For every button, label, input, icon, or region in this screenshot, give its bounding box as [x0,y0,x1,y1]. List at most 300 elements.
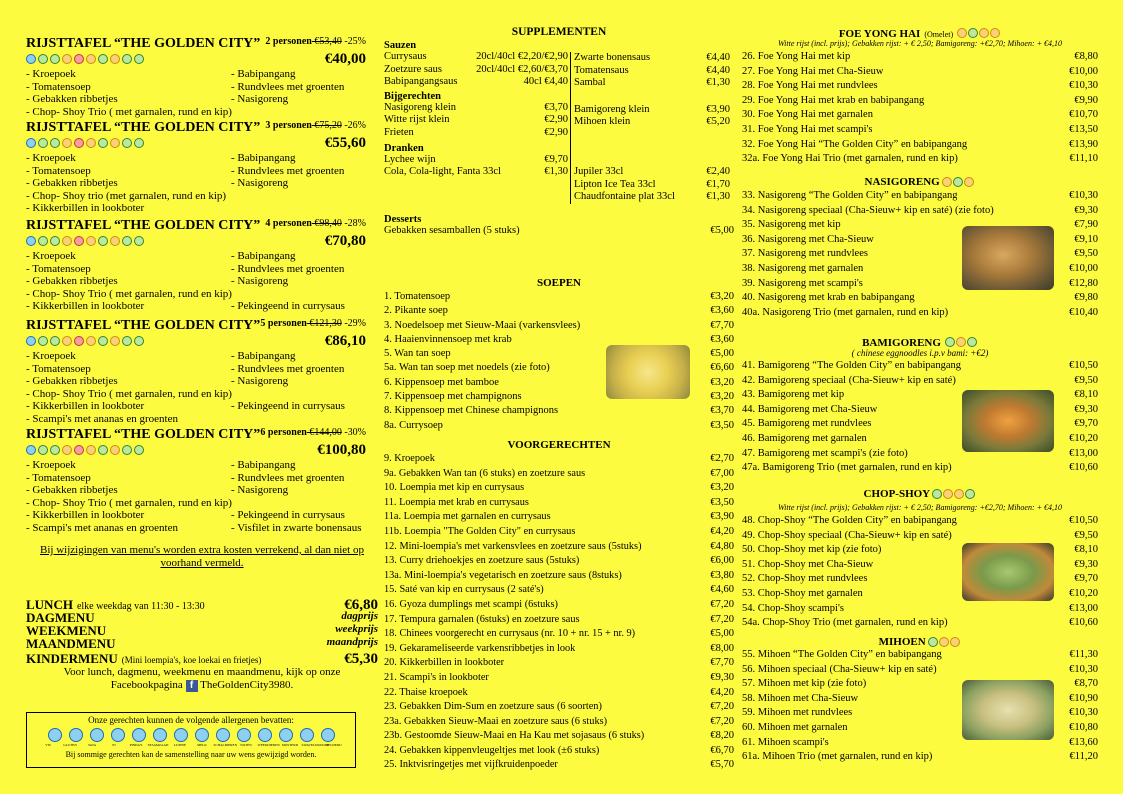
dish-row [26,250,366,263]
dish-row [26,263,366,276]
item-price: €10,30 [1069,80,1098,92]
item-name: 58. Mihoen met Cha-Sieuw [742,692,859,704]
menu-item [384,404,734,418]
dish-row [26,190,366,203]
allergen-icon [74,445,84,455]
item-price: €2,40 [706,165,730,177]
menu-item [384,758,734,773]
allergen-icon [48,728,62,742]
allergen-icon [90,728,104,742]
menu-item [742,291,1098,306]
allergen-icon [74,336,84,346]
item-price: €10,60 [1069,617,1098,629]
item-price: €4,20 [710,525,734,537]
allergen-icon [26,138,36,148]
item-name: 9a. Gebakken Wan tan (6 stuks) en zoetzure saus [384,467,586,479]
dish-row [26,497,366,510]
item-price: €10,50 [1069,515,1098,526]
item-price: €1,30 [544,166,568,178]
dish-right: - Rundvlees met groenten [231,164,345,177]
allergen-icon [26,236,36,246]
supplement-row [384,127,568,140]
dish-row [26,413,366,426]
allergen-icon [86,336,96,346]
item-price: €1,30 [706,77,730,89]
allergen-icon [74,236,84,246]
item-name: 3. Noedelsoep met Sieuw-Maai (varkensvlees) [384,319,581,331]
maandmenu-label: MAANDMENU [26,636,116,651]
dish-row [26,152,366,165]
menu-item [384,656,734,671]
allergen-icon [62,236,72,246]
item-price: €3,20 [710,376,734,388]
item-name: 45. Bamigoreng met rundvlees [742,418,872,430]
dish-left: - Gebakken ribbetjes [26,177,118,189]
item-price: €8,70 [1074,678,1098,690]
facebook-page-name[interactable]: TheGoldenCity3980. [200,679,294,691]
dish-left: - Gebakken ribbetjes [26,275,118,287]
allergen-label: EI [112,743,116,747]
item-price: €3,20 [710,482,734,494]
item-price: €7,70 [710,657,734,669]
supplement-row [574,104,730,117]
item-price: €3,80 [710,569,734,581]
dish-left: - Kroepoek [26,459,76,471]
dish-row [26,93,366,106]
allergen-icon [98,445,108,455]
facebook-note: Voor lunch, dagmenu, weekmenu en maandmenu, kijk op onze Facebookpagina f TheGoldenCity3980. [63,666,341,691]
supplement-row [574,52,730,65]
item-name: 30. Foe Yong Hai met garnalen [742,109,873,121]
item-price: €7,20 [710,613,734,625]
foeyonghai-note: Witte rijst (incl. prijs); Gebakken rijst: + € 2,50; Bamigoreng: +€2,70; Mihoen: + €4,10 [777,39,1063,48]
dish-row [26,375,366,388]
item-price: €3,90 [710,511,734,523]
change-note: Bij wijzigingen van menu's worden extra kosten verrekend, al dan niet op voorhand vermeld. [40,544,364,569]
supplement-row [384,166,568,179]
dish-row [26,509,366,522]
discount: -28% [341,218,366,229]
item-price: €7,20 [710,701,734,713]
old-price: €144,00 [306,427,342,438]
allergen-label: SOJA [87,743,97,747]
item-name: Witte rijst klein [384,114,450,126]
item-name: 57. Mihoen met kip (zie foto) [742,678,867,690]
item-price: €4,40 [706,52,730,63]
item-price: €13,00 [1069,602,1098,614]
allergen-icon [38,54,48,64]
item-name: 37. Nasigoreng met rundvlees [742,248,868,260]
rijsttafel-persons [265,36,366,47]
allergen-icon [174,728,188,742]
item-name: 47a. Bamigoreng Trio (met garnalen, rund en kip) [742,462,952,474]
allergen-icon [111,728,125,742]
old-price: €53,40 [311,36,342,47]
item-price: €10,70 [1069,109,1098,121]
item-price: €8,80 [1074,51,1098,62]
dish-left: - Tomatensoep [26,80,91,93]
bamigoreng-photo [962,390,1054,452]
item-name: 22. Thaise kroepoek [384,686,468,698]
discount: -26% [341,120,366,131]
item-price: €10,50 [1069,360,1098,371]
rijsttafel-persons [260,318,366,329]
item-name: 1. Tomatensoep [384,291,451,302]
allergen-icon [990,28,1000,38]
voorgerechten-list [384,452,734,773]
nasigoreng-title: NASIGORENG [742,176,1098,188]
allergen-icon [62,336,72,346]
allergen-icon [122,54,132,64]
mihoen-photo [962,680,1054,740]
dish-right: - Rundvlees met groenten [231,80,345,93]
dish-right: - Nasigoreng [231,93,289,105]
item-price: €9,30 [1074,204,1098,216]
item-name: 61a. Mihoen Trio (met garnalen, rund en kip) [742,751,933,763]
right-column [742,0,1098,794]
allergen-icon [237,728,251,742]
voorgerechten-title: VOORGERECHTEN [507,439,611,451]
supplement-row [384,64,568,77]
dish-left: - Chop- Shoy Trio ( met garnalen, rund en kip) [26,496,232,509]
allergen-icon [279,728,293,742]
item-name: 26. Foe Yong Hai met kip [742,51,851,62]
item-name: 53. Chop-Shoy met garnalen [742,587,863,599]
item-name: 18. Chinees voorgerecht en currysaus (nr. 10 + nr. 15 + nr. 9) [384,628,636,640]
allergen-icons [26,445,145,455]
item-name: 23a. Gebakken Sieuw-Maai en zoetzure saus (6 stuks) [384,715,608,727]
allergen-icon [26,336,36,346]
item-price: €8,10 [1074,389,1098,401]
dish-right: - Rundvlees met groenten [231,262,345,275]
item-price: €10,30 [1069,707,1098,719]
item-name: 52. Chop-Shoy met rundvlees [742,573,868,585]
lunch-hours: elke weekdag van 11:30 - 13:30 [76,601,205,612]
dish-left: - Kroepoek [26,152,76,164]
discount: -29% [341,318,366,329]
allergen-icon [86,138,96,148]
item-price: €3,70 [710,405,734,417]
item-name: Tomatensaus [574,64,629,76]
rijsttafel-persons [265,218,366,229]
rijsttafel-price: €40,00 [324,51,366,67]
menu-item [384,540,734,555]
facebook-icon[interactable]: f [186,680,198,692]
item-price: €3,70 [544,101,568,113]
item-price: €10,60 [1069,462,1098,474]
dish-row [26,363,366,376]
item-name: 32a. Foe Yong Hai Trio (met garnalen, rund en kip) [742,153,958,165]
item-name: Nasigoreng klein [384,101,457,113]
menu-item [742,94,1098,109]
dish-left: - Kroepoek [26,68,76,80]
item-price: €7,00 [710,467,734,479]
dish-left: - Kikkerbillen in lookboter [26,300,145,312]
item-name: Zwarte bonensaus [574,52,651,63]
supplement-row [574,65,730,78]
item-name: 15. Saté van kip en currysaus (2 saté's) [384,584,544,596]
item-name: 4. Haaienvinnensoep met krab [384,333,512,345]
item-price: €8,20 [710,730,734,742]
dish-left: - Chop- Shoy Trio ( met garnalen, rund en kip) [26,387,232,400]
item-name: Gebakken sesamballen (5 stuks) [384,224,520,236]
allergen-icon [216,728,230,742]
item-price: €9,50 [1074,248,1098,260]
allergen-icon [134,138,144,148]
item-price: €10,30 [1069,663,1098,675]
kindermenu-detail: (Mini loempia's, koe loekai en frietjes) [121,655,262,665]
dish-left: - Chop- Shoy Trio ( met garnalen, rund en kip) [26,105,232,118]
item-name: 27. Foe Yong Hai met Cha-Sieuw [742,65,884,77]
dish-left: - Scampi's met ananas en groenten [26,412,178,425]
menu-item [742,602,1098,617]
item-price: €10,20 [1069,587,1098,599]
dish-row [26,388,366,401]
mihoen-title: MIHOEN [742,636,1098,648]
allergen-icon [69,728,83,742]
dish-right: - Pekingeend in currysaus [231,509,345,521]
supplement-row [574,116,730,129]
dish-right: - Rundvlees met groenten [231,362,345,375]
item-name: 25. Inktvisringetjes met vijfkruidenpoeder [384,759,558,771]
allergen-label: MELK [197,743,207,747]
item-price: €11,30 [1069,649,1098,660]
item-name: 60. Mihoen met garnalen [742,721,848,733]
menu-item [742,50,1098,65]
supplementen-table [384,40,734,237]
allergen-label: MOSTERD [281,743,299,747]
item-name: 2. Pikante soep [384,305,448,317]
item-name: 29. Foe Yong Hai met krab en babipangang [742,94,925,106]
item-name: 23. Gebakken Dim-Sum en zoetzure saus (6 soorten) [384,701,602,713]
rijsttafel-title: RIJSTTAFEL “THE GOLDEN CITY” [26,36,261,51]
item-name: 10. Loempia met kip en currysaus [384,482,525,494]
item-price: €9,80 [1074,292,1098,304]
item-price: €9,50 [1074,529,1098,541]
allergen-icon [957,28,967,38]
old-price: €75,20 [311,120,342,131]
item-name: Cola, Cola-light, Fanta 33cl [384,166,501,178]
persons-label: 3 personen [265,120,312,131]
allergen-labels [27,743,355,747]
supplement-row [384,76,568,89]
item-price: €9,70 [1074,573,1098,585]
rijsttafel-dishes [26,152,366,215]
menu-item [384,715,734,730]
menu-item [742,359,1098,374]
item-name: 55. Mihoen “The Golden City” en babipangang [742,649,942,660]
rijsttafel-column [26,0,378,794]
persons-label: 2 personen [265,36,312,47]
bamigoreng-header: BAMIGORENG [742,333,1098,351]
dish-right: - Nasigoreng [231,484,289,496]
rijsttafel-persons [260,427,366,438]
discount: -25% [341,36,366,47]
dish-row [26,459,366,472]
allergen-icon [50,236,60,246]
item-price: €11,10 [1069,153,1098,165]
item-name: 40a. Nasigoreng Trio (met garnalen, rund en kip) [742,306,949,318]
supplement-row [384,114,568,127]
item-price: €7,20 [710,598,734,610]
allergen-box [26,712,356,768]
dish-right: - Nasigoreng [231,275,289,287]
dish-left: - Gebakken ribbetjes [26,93,118,105]
dish-row [26,165,366,178]
item-name: 32. Foe Yong Hai “The Golden City” en babipangang [742,138,968,150]
supplement-row [574,166,730,179]
item-name: Chaudfontaine plat 33cl [574,191,675,203]
item-price: €5,70 [710,759,734,771]
dish-right: - Babipangang [231,152,296,164]
menu-item [742,189,1098,204]
allergen-icon [110,54,120,64]
chopshoy-photo [962,543,1054,601]
menu-item [384,290,734,304]
item-name: 42. Bamigoreng speciaal (Cha-Sieuw+ kip en saté) [742,374,956,386]
allergen-icon [134,236,144,246]
item-price: €10,40 [1069,306,1098,318]
menu-item [742,374,1098,389]
allergen-icons [26,54,145,64]
item-price: €10,80 [1069,721,1098,733]
bamigoreng-subtitle: ( chinese eggnoodles i.p.v bami: +€2) [851,348,989,358]
item-name: 31. Foe Yong Hai met scampi's [742,123,873,135]
item-name: 34. Nasigoreng speciaal (Cha-Sieuw+ kip en saté) (zie foto) [742,204,994,216]
kindermenu-price: €5,30 [344,651,378,667]
menu-item [384,467,734,482]
menu-item [742,514,1098,529]
allergen-icon [110,138,120,148]
item-name: 50. Chop-Shoy met kip (zie foto) [742,544,882,556]
allergen-label: NOTEN [240,743,252,747]
dish-left: - Gebakken ribbetjes [26,484,118,496]
item-name: 6. Kippensoep met bamboe [384,376,499,388]
persons-label: 5 personen [260,318,307,329]
item-name: 11. Loempia met krab en currysaus [384,496,529,508]
item-name: 13a. Mini-loempia's vegetarisch en zoetzure saus (8stuks) [384,569,622,581]
dish-left: - Tomatensoep [26,362,91,375]
item-name: 8. Kippensoep met Chinese champignons [384,405,559,417]
menu-item [384,496,734,511]
dish-right: - Babipangang [231,250,296,262]
supplementen-right [570,52,730,204]
allergen-label: SESAMZAAD [147,743,169,747]
item-price: €9,30 [710,671,734,683]
dish-row [26,484,366,497]
item-name: 43. Bamigoreng met kip [742,389,845,401]
item-name: 20. Kikkerbillen in lookboter [384,657,505,669]
menu-item [384,744,734,759]
menu-item [384,598,734,613]
item-name: 23b. Gestoomde Sieuw-Maai en Ha Kau met sojasaus (6 stuks) [384,730,645,742]
menu-item [742,529,1098,544]
item-name: Jupiler 33cl [574,165,624,177]
soepen-title: SOEPEN [536,277,581,289]
rijsttafel-dishes [26,250,366,313]
allergen-icon [321,728,335,742]
item-price: €7,90 [1074,219,1098,231]
item-price: €7,70 [710,319,734,331]
old-price: €98,40 [311,218,342,229]
item-name: 19. Gekarameliseerde varkensribbetjes in look [384,642,576,654]
dagmenu-price: dagprijs [341,610,378,622]
menu-item [384,686,734,701]
weekmenu-label: WEEKMENU [26,623,107,638]
item-price: €9,10 [1074,233,1098,245]
allergen-icon [979,28,989,38]
menu-item [384,452,734,467]
allergen-icon [300,728,314,742]
item-price: €4,20 [710,686,734,698]
middle-column [384,0,734,794]
item-name: 51. Chop-Shoy met Cha-Sieuw [742,558,874,570]
rijsttafel-price: €86,10 [324,333,366,349]
item-price: €1,70 [706,178,730,190]
item-price: €10,30 [1069,190,1098,201]
old-price: €121,30 [306,318,342,329]
item-price: €3,50 [710,496,734,508]
dish-row [26,400,366,413]
item-price: €3,60 [710,333,734,345]
item-name: 40. Nasigoreng met krab en babipangang [742,292,915,304]
allergen-label: LUPINE [173,743,187,747]
persons-label: 6 personen [260,427,307,438]
allergen-icon [50,54,60,64]
item-price: €1,30 [706,191,730,203]
foeyonghai-subtitle: (Omelet) [924,30,954,39]
allergen-label: WEEKDIEREN [257,743,280,747]
item-price: €6,70 [710,744,734,756]
item-price: €13,50 [1069,123,1098,135]
item-name: Zoetzure saus [384,63,443,75]
menu-item [384,627,734,642]
allergen-icon [122,445,132,455]
dish-right: - Nasigoreng [231,375,289,387]
maandmenu-price: maandprijs [326,636,378,648]
item-name: 35. Nasigoreng met kip [742,219,841,231]
menu-item [384,569,734,584]
item-price: €3,50 [710,419,734,431]
dish-row [26,81,366,94]
item-price: €4,40 [706,64,730,76]
weekmenu-price: weekprijs [335,623,378,635]
item-name: 39. Nasigoreng met scampi's [742,277,863,289]
menu-item [384,525,734,540]
rijsttafel-dishes [26,459,366,534]
item-name: 33. Nasigoreng “The Golden City” en babipangang [742,190,958,201]
item-name: Sambal [574,77,606,89]
menu-item [742,750,1098,765]
allergen-icon [50,445,60,455]
supplement-row [574,191,730,204]
rijsttafel-persons [265,120,366,131]
rijsttafel-price: €70,80 [324,233,366,249]
item-name: Mihoen klein [574,116,631,128]
dish-left: - Tomatensoep [26,471,91,484]
item-name: Babipangangsaus [384,76,458,88]
item-price: €10,20 [1069,432,1098,444]
dish-right: - Babipangang [231,459,296,471]
allergen-icon [50,138,60,148]
menu-item [384,729,734,744]
allergen-icon [110,336,120,346]
dish-right: - Nasigoreng [231,177,289,189]
item-price: 40cl €4,40 [523,76,568,88]
item-price: €5,20 [706,116,730,128]
allergen-icon [134,445,144,455]
item-price: €2,90 [544,114,568,126]
